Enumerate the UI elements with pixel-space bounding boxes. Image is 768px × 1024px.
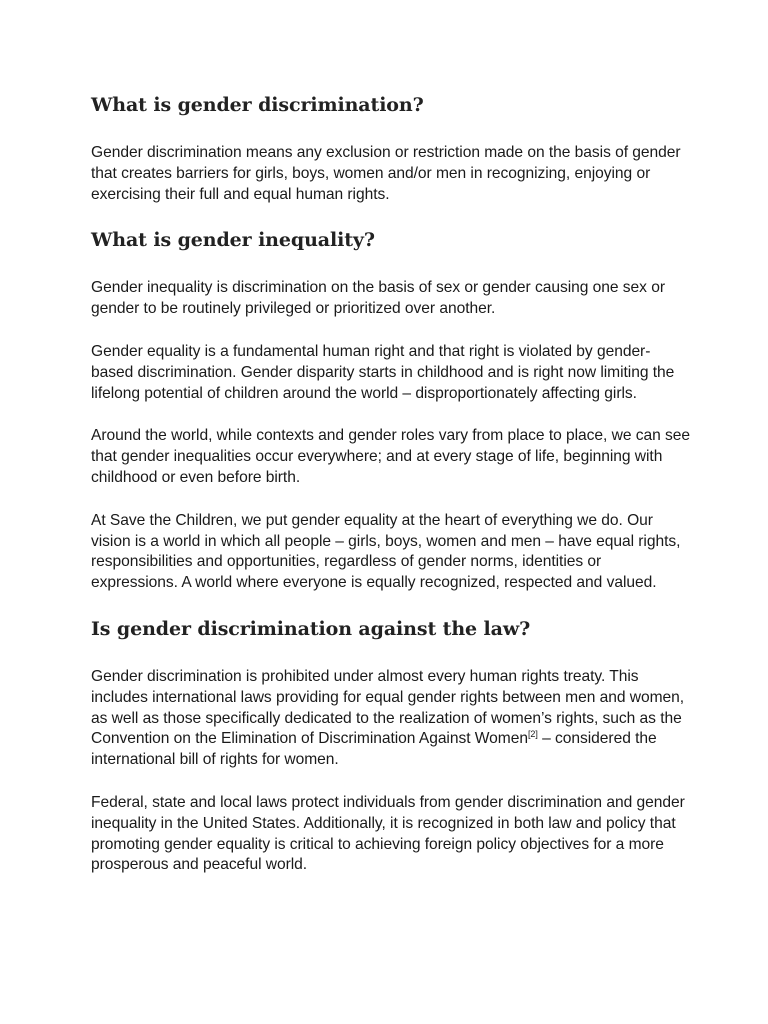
paragraph-inequality-definition: Gender inequality is discrimination on the basis of sex or gender causing one sex or gender to be routinely privileged or prioritized over another.: [91, 279, 665, 318]
paragraph-gender-equality-right: Gender equality is a fundamental human right and that right is violated by gender-based discrimination. Gender disparity starts in childhood and is right now limiting the lifelong potential of children around the world – disproportionately affecting girls.: [91, 342, 675, 402]
footnote-reference: [2]: [527, 729, 538, 740]
paragraph-text-continued: – considered the international bill of rights for women.: [91, 730, 657, 769]
paragraph-us-laws: Federal, state and local laws protect individuals from gender discrimination and gender inequality in the United States. Additionally, it is recognized in both law and policy that promoting gender equality is critical to achieving foreign policy objectives for a more prosperous and peaceful world.: [91, 793, 685, 874]
paragraph-human-rights-treaty: [91, 667, 691, 771]
heading-against-the-law: Is gender discrimination against the law?: [91, 617, 531, 640]
heading-gender-inequality: What is gender inequality?: [91, 229, 375, 252]
paragraph-discrimination-definition: Gender discrimination means any exclusion or restriction made on the basis of gender that creates barriers for girls, boys, women and/or men in recognizing, enjoying or exercising their full and equal human rights.: [91, 144, 681, 203]
heading-gender-discrimination: What is gender discrimination?: [91, 94, 424, 116]
paragraph-around-the-world: Around the world, while contexts and gender roles vary from place to place, we can see that gender inequalities occur everywhere; and at every stage of life, beginning with childhood or even before birth.: [91, 427, 690, 486]
paragraph-text: Gender discrimination is prohibited under almost every human rights treaty. This includes international laws providing for equal gender rights between men and women, as well as those specifically dedicated to the realization of women’s rights, such as the Convention on the Elimination of Discrimination Against Women: [91, 667, 685, 748]
document-body: [91, 92, 691, 876]
paragraph-save-the-children: At Save the Children, we put gender equality at the heart of everything we do. Our vision is a world in which all people – girls, boys, women and men – have equal rights, responsibilities and opportunities, regardless of gender norms, identities or expressions. A world where everyone is equally recognized, respected and valued.: [91, 511, 681, 592]
